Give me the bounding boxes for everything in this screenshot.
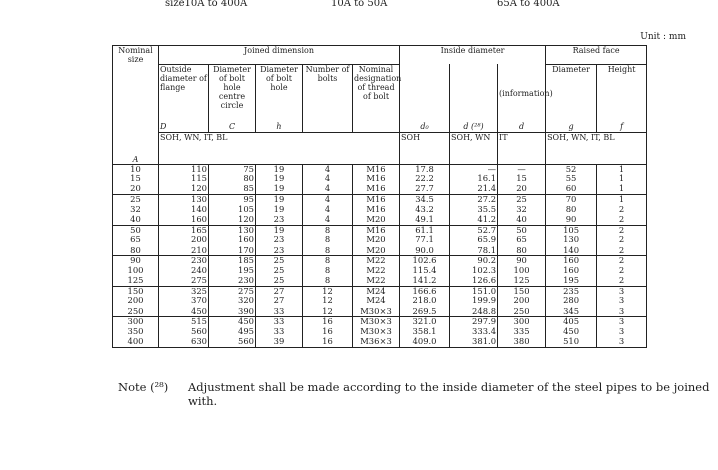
cell-bolt-circle: 170 xyxy=(209,246,256,256)
header-rf-diameter: Diameter xyxy=(546,64,597,122)
header-rf-height: Height xyxy=(597,64,647,122)
cell-d-note: 52.7 xyxy=(450,225,498,235)
cell-rf-diameter: 510 xyxy=(546,337,597,347)
cell-bolt-hole: 23 xyxy=(256,215,303,225)
type-joined: SOH, WN, IT, BL xyxy=(159,132,400,164)
cell-nominal: 50 xyxy=(113,225,159,235)
cell-d0: 409.0 xyxy=(400,337,450,347)
cell-d0: 218.0 xyxy=(400,296,450,306)
cell-outside-diameter: 515 xyxy=(159,317,209,327)
cell-nominal: 15 xyxy=(113,174,159,184)
header-bolt-circle: Diameter of bolt hole centre circle xyxy=(209,64,256,122)
cell-rf-diameter: 160 xyxy=(546,256,597,266)
cell-rf-height: 2 xyxy=(597,205,647,215)
cell-bolt-hole: 23 xyxy=(256,246,303,256)
cell-thread: M16 xyxy=(353,164,400,174)
cell-d0: 90.0 xyxy=(400,246,450,256)
cell-thread: M16 xyxy=(353,225,400,235)
cell-d0: 22.2 xyxy=(400,174,450,184)
header-information: (information) xyxy=(498,64,546,122)
cell-d0: 269.5 xyxy=(400,307,450,317)
cell-outside-diameter: 130 xyxy=(159,195,209,205)
cell-bolt-count: 8 xyxy=(303,225,353,235)
cell-d: 300 xyxy=(498,317,546,327)
cell-outside-diameter: 630 xyxy=(159,337,209,347)
cell-d: 40 xyxy=(498,215,546,225)
cell-d-note: 126.6 xyxy=(450,276,498,286)
cell-rf-height: 3 xyxy=(597,327,647,337)
cell-bolt-hole: 19 xyxy=(256,184,303,194)
cell-rf-height: 3 xyxy=(597,317,647,327)
cell-d: 150 xyxy=(498,286,546,296)
symbol-g: g xyxy=(546,122,597,132)
cell-outside-diameter: 110 xyxy=(159,164,209,174)
header-inside-diameter: Inside diameter xyxy=(400,46,546,65)
header-bolt-hole: Diameter of bolt hole xyxy=(256,64,303,122)
cell-bolt-circle: 390 xyxy=(209,307,256,317)
cell-d0: 321.0 xyxy=(400,317,450,327)
cell-rf-height: 2 xyxy=(597,215,647,225)
top-fragment-left: size10A to 400A xyxy=(165,0,248,9)
cell-rf-diameter: 405 xyxy=(546,317,597,327)
note-text: Adjustment shall be made according to the inside diameter of the steel pipes to be joined with. xyxy=(188,380,710,408)
cell-d: 90 xyxy=(498,256,546,266)
cell-thread: M24 xyxy=(353,296,400,306)
symbol-outside: D xyxy=(159,122,209,132)
cell-bolt-hole: 39 xyxy=(256,337,303,347)
cell-outside-diameter: 160 xyxy=(159,215,209,225)
cell-d-note: 65.9 xyxy=(450,235,498,245)
cell-rf-diameter: 60 xyxy=(546,184,597,194)
table-body xyxy=(113,164,647,347)
cell-d: 250 xyxy=(498,307,546,317)
cell-d: 380 xyxy=(498,337,546,347)
cell-nominal: 400 xyxy=(113,337,159,347)
header-outside-diameter: Outside diameter of flange xyxy=(159,64,209,122)
cell-rf-height: 3 xyxy=(597,337,647,347)
cell-rf-diameter: 195 xyxy=(546,276,597,286)
cell-nominal: 25 xyxy=(113,195,159,205)
cell-rf-diameter: 160 xyxy=(546,266,597,276)
cell-outside-diameter: 230 xyxy=(159,256,209,266)
cell-d-note: 381.0 xyxy=(450,337,498,347)
cell-bolt-hole: 19 xyxy=(256,164,303,174)
cell-d0: 43.2 xyxy=(400,205,450,215)
cell-d: 15 xyxy=(498,174,546,184)
cell-outside-diameter: 210 xyxy=(159,246,209,256)
cell-nominal: 100 xyxy=(113,266,159,276)
symbol-d0: d₀ xyxy=(400,122,450,132)
header-number-bolts: Number of bolts xyxy=(303,64,353,122)
cell-d0: 358.1 xyxy=(400,327,450,337)
cell-rf-diameter: 90 xyxy=(546,215,597,225)
cell-bolt-count: 4 xyxy=(303,174,353,184)
cell-thread: M16 xyxy=(353,184,400,194)
cell-d0: 115.4 xyxy=(400,266,450,276)
table-row xyxy=(113,215,647,225)
cell-d0: 102.6 xyxy=(400,256,450,266)
cell-d-note: 27.2 xyxy=(450,195,498,205)
cell-d-note: 21.4 xyxy=(450,184,498,194)
header-nominal-size: Nominal size xyxy=(113,46,159,65)
cell-rf-diameter: 52 xyxy=(546,164,597,174)
cell-bolt-count: 4 xyxy=(303,195,353,205)
type-d: IT xyxy=(498,132,546,164)
cell-bolt-circle: 495 xyxy=(209,327,256,337)
cell-outside-diameter: 560 xyxy=(159,327,209,337)
type-d0: SOH xyxy=(400,132,450,164)
cell-thread: M22 xyxy=(353,276,400,286)
cell-thread: M20 xyxy=(353,235,400,245)
cell-bolt-hole: 19 xyxy=(256,174,303,184)
cell-nominal: 40 xyxy=(113,215,159,225)
cell-outside-diameter: 275 xyxy=(159,276,209,286)
header-thread: Nominal designation of thread of bolt xyxy=(353,64,400,122)
cell-outside-diameter: 325 xyxy=(159,286,209,296)
cell-bolt-circle: 120 xyxy=(209,215,256,225)
cell-d: 50 xyxy=(498,225,546,235)
cell-nominal: 65 xyxy=(113,235,159,245)
table-row xyxy=(113,307,647,317)
cell-nominal: 200 xyxy=(113,296,159,306)
cell-rf-diameter: 80 xyxy=(546,205,597,215)
cell-rf-height: 1 xyxy=(597,195,647,205)
cell-d-note: 248.8 xyxy=(450,307,498,317)
table-row xyxy=(113,235,647,245)
cell-bolt-count: 12 xyxy=(303,296,353,306)
cell-outside-diameter: 370 xyxy=(159,296,209,306)
cell-bolt-count: 16 xyxy=(303,337,353,347)
cell-rf-height: 3 xyxy=(597,296,647,306)
table-row xyxy=(113,246,647,256)
cell-outside-diameter: 165 xyxy=(159,225,209,235)
cell-bolt-circle: 105 xyxy=(209,205,256,215)
cell-thread: M16 xyxy=(353,174,400,184)
cell-d-note: 78.1 xyxy=(450,246,498,256)
cell-d-note: 297.9 xyxy=(450,317,498,327)
cell-bolt-hole: 23 xyxy=(256,235,303,245)
cell-d-note: 102.3 xyxy=(450,266,498,276)
cell-bolt-count: 8 xyxy=(303,246,353,256)
cell-d0: 141.2 xyxy=(400,276,450,286)
cell-bolt-hole: 27 xyxy=(256,296,303,306)
cell-d: 25 xyxy=(498,195,546,205)
cell-bolt-hole: 27 xyxy=(256,286,303,296)
cell-d0: 27.7 xyxy=(400,184,450,194)
cell-d: — xyxy=(498,164,546,174)
cell-thread: M20 xyxy=(353,246,400,256)
cell-rf-diameter: 235 xyxy=(546,286,597,296)
cell-nominal: 150 xyxy=(113,286,159,296)
cell-d: 125 xyxy=(498,276,546,286)
cell-rf-height: 2 xyxy=(597,225,647,235)
cell-outside-diameter: 240 xyxy=(159,266,209,276)
cell-bolt-count: 8 xyxy=(303,235,353,245)
cell-nominal: 20 xyxy=(113,184,159,194)
table-row xyxy=(113,184,647,194)
cell-d0: 34.5 xyxy=(400,195,450,205)
cell-d: 80 xyxy=(498,246,546,256)
cell-d0: 17.8 xyxy=(400,164,450,174)
cell-thread: M30×3 xyxy=(353,327,400,337)
cell-bolt-hole: 33 xyxy=(256,307,303,317)
cell-nominal: 125 xyxy=(113,276,159,286)
symbol-hole: h xyxy=(256,122,303,132)
symbol-d-note: d (²⁸) xyxy=(450,122,498,132)
cell-bolt-count: 8 xyxy=(303,266,353,276)
cell-bolt-circle: 230 xyxy=(209,276,256,286)
type-d-note: SOH, WN xyxy=(450,132,498,164)
table-row xyxy=(113,337,647,347)
cell-rf-height: 2 xyxy=(597,246,647,256)
cell-nominal: 350 xyxy=(113,327,159,337)
cell-nominal: 300 xyxy=(113,317,159,327)
cell-bolt-count: 8 xyxy=(303,276,353,286)
cell-bolt-count: 16 xyxy=(303,327,353,337)
table-row xyxy=(113,276,647,286)
cell-rf-diameter: 345 xyxy=(546,307,597,317)
cell-thread: M22 xyxy=(353,256,400,266)
cell-rf-height: 2 xyxy=(597,266,647,276)
cell-bolt-circle: 450 xyxy=(209,317,256,327)
cell-bolt-circle: 195 xyxy=(209,266,256,276)
table-header xyxy=(113,46,647,165)
cell-d-note: 151.0 xyxy=(450,286,498,296)
cell-outside-diameter: 140 xyxy=(159,205,209,215)
cell-bolt-circle: 320 xyxy=(209,296,256,306)
cell-d0: 49.1 xyxy=(400,215,450,225)
symbol-d: d xyxy=(498,122,546,132)
note-label: Note (²⁸) xyxy=(118,380,169,394)
cell-bolt-count: 4 xyxy=(303,164,353,174)
symbol-circle: C xyxy=(209,122,256,132)
cell-d-note: 41.2 xyxy=(450,215,498,225)
cell-bolt-count: 12 xyxy=(303,307,353,317)
flange-dimension-table xyxy=(112,45,647,348)
cell-rf-diameter: 140 xyxy=(546,246,597,256)
cell-bolt-circle: 560 xyxy=(209,337,256,347)
cell-outside-diameter: 450 xyxy=(159,307,209,317)
type-raised: SOH, WN, IT, BL xyxy=(546,132,647,164)
cell-bolt-circle: 160 xyxy=(209,235,256,245)
cell-bolt-hole: 33 xyxy=(256,327,303,337)
cell-rf-height: 3 xyxy=(597,286,647,296)
cell-bolt-circle: 275 xyxy=(209,286,256,296)
cell-rf-diameter: 280 xyxy=(546,296,597,306)
symbol-nominal: A xyxy=(113,132,159,164)
cell-rf-diameter: 450 xyxy=(546,327,597,337)
cell-nominal: 90 xyxy=(113,256,159,266)
top-fragment-right: 65A to 400A xyxy=(497,0,560,9)
top-fragment-mid: 10A to 50A xyxy=(331,0,388,9)
cell-d: 335 xyxy=(498,327,546,337)
cell-d-note: 199.9 xyxy=(450,296,498,306)
cell-d-note: 333.4 xyxy=(450,327,498,337)
cell-rf-diameter: 130 xyxy=(546,235,597,245)
cell-d: 65 xyxy=(498,235,546,245)
cell-bolt-count: 16 xyxy=(303,317,353,327)
cell-rf-height: 3 xyxy=(597,307,647,317)
cell-nominal: 250 xyxy=(113,307,159,317)
cell-d-note: — xyxy=(450,164,498,174)
cell-rf-diameter: 105 xyxy=(546,225,597,235)
cell-bolt-hole: 25 xyxy=(256,276,303,286)
cell-rf-diameter: 55 xyxy=(546,174,597,184)
cell-d: 100 xyxy=(498,266,546,276)
cell-outside-diameter: 120 xyxy=(159,184,209,194)
cell-bolt-hole: 25 xyxy=(256,266,303,276)
cell-thread: M16 xyxy=(353,205,400,215)
cell-outside-diameter: 200 xyxy=(159,235,209,245)
cell-nominal: 32 xyxy=(113,205,159,215)
cell-bolt-circle: 75 xyxy=(209,164,256,174)
cell-d0: 61.1 xyxy=(400,225,450,235)
cell-d-note: 16.1 xyxy=(450,174,498,184)
cell-d: 200 xyxy=(498,296,546,306)
cell-bolt-count: 4 xyxy=(303,205,353,215)
cell-bolt-circle: 95 xyxy=(209,195,256,205)
header-joined-dimension: Joined dimension xyxy=(159,46,400,65)
cell-bolt-circle: 85 xyxy=(209,184,256,194)
cell-thread: M36×3 xyxy=(353,337,400,347)
header-raised-face: Raised face xyxy=(546,46,647,65)
cell-thread: M30×3 xyxy=(353,307,400,317)
cell-rf-height: 2 xyxy=(597,276,647,286)
cell-bolt-hole: 25 xyxy=(256,256,303,266)
cell-outside-diameter: 115 xyxy=(159,174,209,184)
cell-thread: M24 xyxy=(353,286,400,296)
cell-nominal: 80 xyxy=(113,246,159,256)
cell-d: 32 xyxy=(498,205,546,215)
cell-rf-height: 2 xyxy=(597,235,647,245)
cell-rf-height: 2 xyxy=(597,256,647,266)
cell-bolt-count: 4 xyxy=(303,184,353,194)
cell-thread: M16 xyxy=(353,195,400,205)
cell-d: 20 xyxy=(498,184,546,194)
cell-d0: 166.6 xyxy=(400,286,450,296)
cell-rf-diameter: 70 xyxy=(546,195,597,205)
cell-thread: M30×3 xyxy=(353,317,400,327)
cell-thread: M20 xyxy=(353,215,400,225)
cell-bolt-circle: 80 xyxy=(209,174,256,184)
cell-rf-height: 1 xyxy=(597,164,647,174)
cell-bolt-count: 4 xyxy=(303,215,353,225)
symbol-f: f xyxy=(597,122,647,132)
cell-bolt-hole: 19 xyxy=(256,205,303,215)
cell-bolt-hole: 19 xyxy=(256,225,303,235)
cell-bolt-count: 8 xyxy=(303,256,353,266)
cell-d-note: 90.2 xyxy=(450,256,498,266)
cell-bolt-hole: 19 xyxy=(256,195,303,205)
unit-label: Unit : mm xyxy=(640,32,686,42)
cell-rf-height: 1 xyxy=(597,184,647,194)
cell-thread: M22 xyxy=(353,266,400,276)
cell-d-note: 35.5 xyxy=(450,205,498,215)
cell-bolt-circle: 130 xyxy=(209,225,256,235)
cell-nominal: 10 xyxy=(113,164,159,174)
cell-bolt-circle: 185 xyxy=(209,256,256,266)
cell-bolt-hole: 33 xyxy=(256,317,303,327)
cell-bolt-count: 12 xyxy=(303,286,353,296)
cell-d0: 77.1 xyxy=(400,235,450,245)
cell-rf-height: 1 xyxy=(597,174,647,184)
